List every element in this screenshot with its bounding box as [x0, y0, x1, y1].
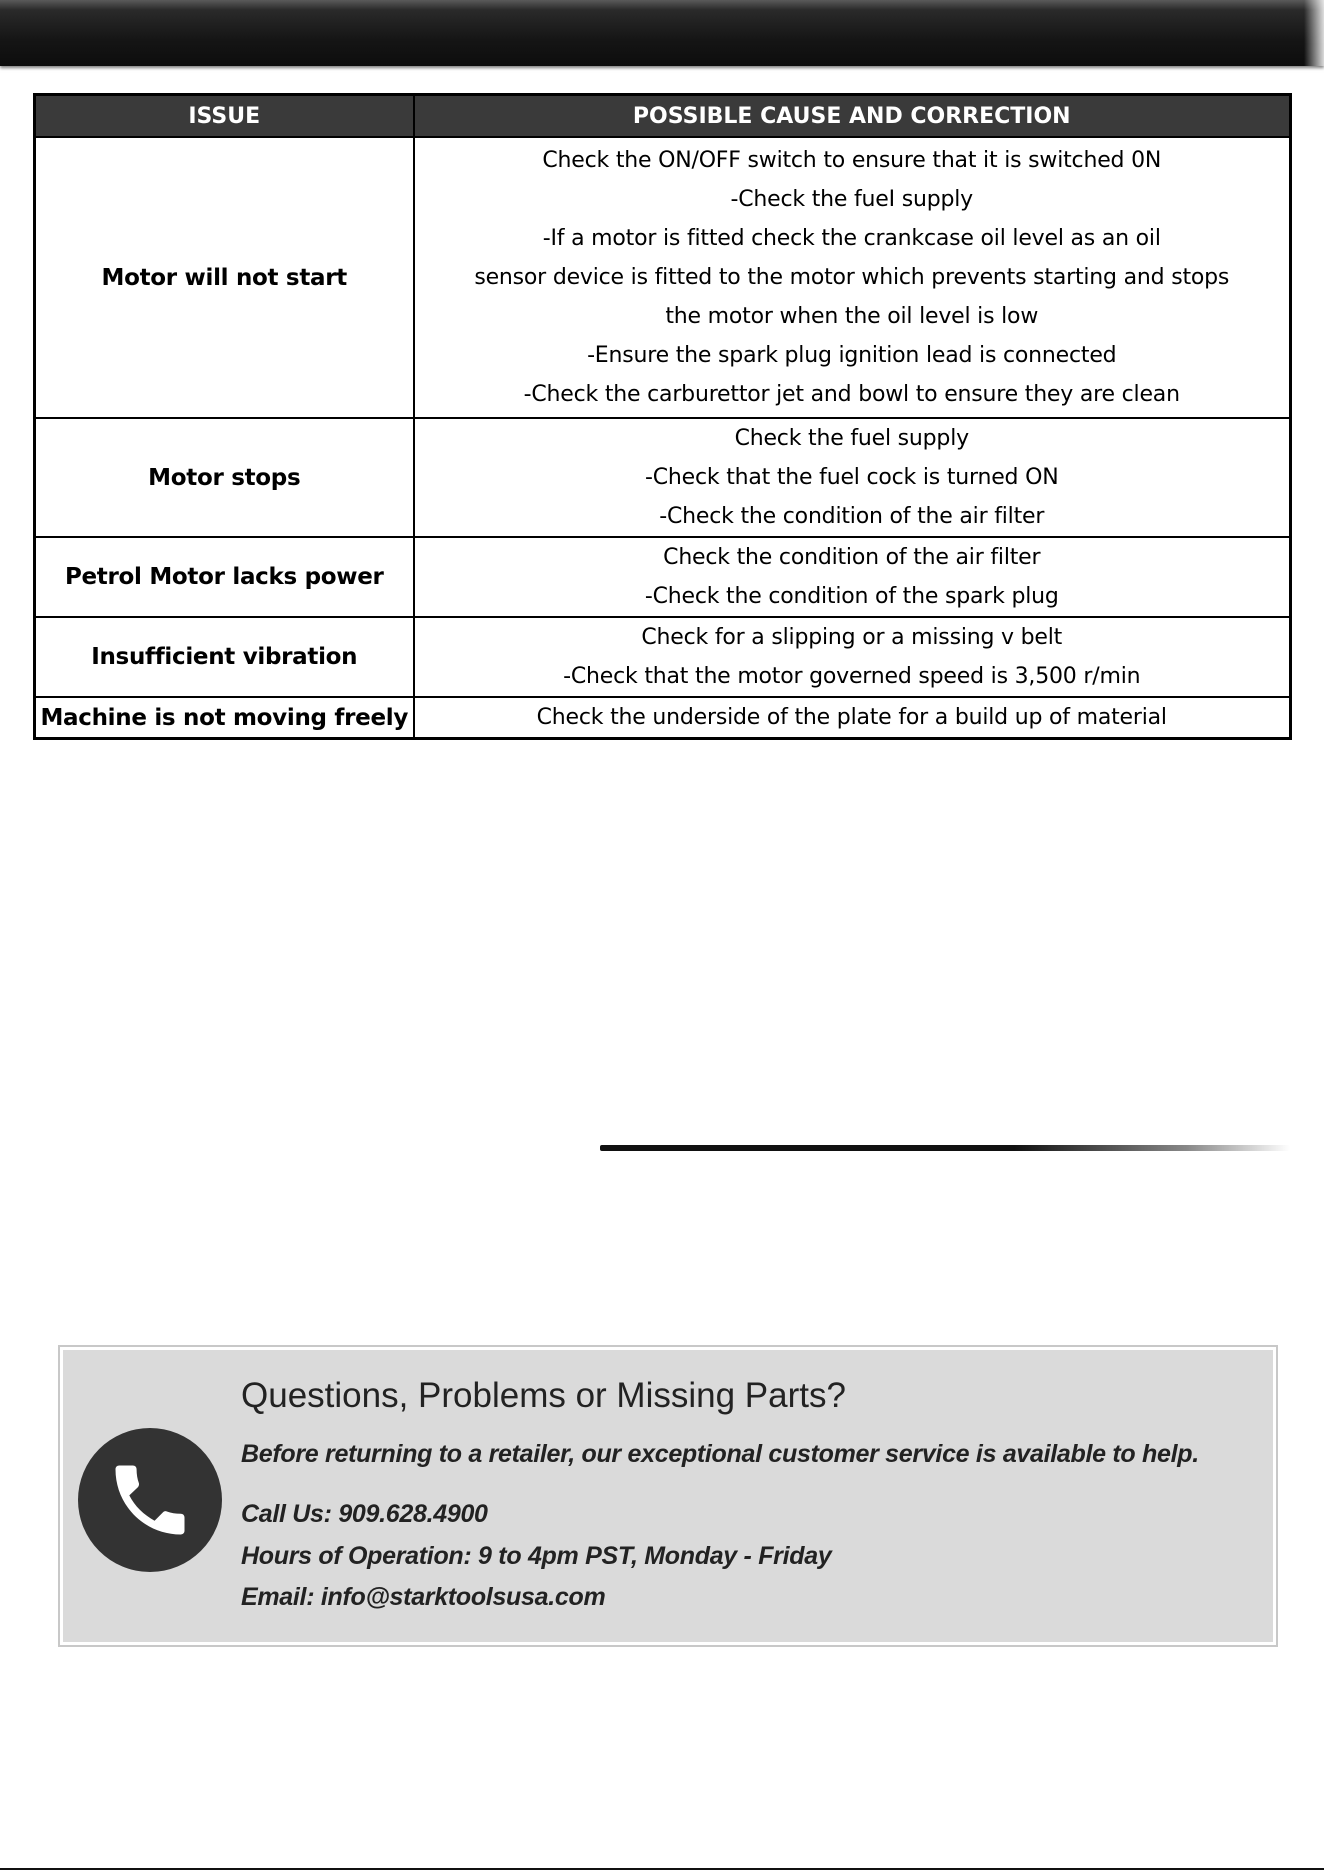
support-email: Email: info@starktoolsusa.com	[241, 1583, 606, 1611]
column-header-cause: POSSIBLE CAUSE AND CORRECTION	[414, 95, 1291, 138]
table-row	[35, 617, 1291, 697]
issue-cell: Insufficient vibration	[35, 617, 414, 697]
cause-line: -Ensure the spark plug ignition lead is connected	[587, 343, 1117, 368]
table-header-row	[35, 95, 1291, 138]
issue-cell: Machine is not moving freely	[35, 697, 414, 739]
support-hours: Hours of Operation: 9 to 4pm PST, Monday - Friday	[241, 1542, 832, 1570]
cause-line: -Check the condition of the air filter	[659, 504, 1045, 529]
cause-line: Check for a slipping or a missing v belt	[641, 625, 1063, 650]
table-row	[35, 137, 1291, 418]
issue-cell: Motor stops	[35, 418, 414, 537]
cause-line: -Check the fueI supply	[730, 187, 973, 212]
table-row	[35, 418, 1291, 537]
cause-cell	[414, 537, 1291, 617]
top-header-band	[0, 0, 1324, 66]
cause-line: -Check that the motor governed speed is 3,500 r/min	[563, 664, 1141, 689]
cause-cell	[414, 418, 1291, 537]
cause-line: Check the condition of the air filter	[663, 545, 1041, 570]
cause-line: -If a motor is fitted check the crankcase oil level as an oil	[542, 226, 1161, 251]
column-header-issue: ISSUE	[35, 95, 414, 138]
cause-line: Check the ON/OFF switch to ensure that it is switched 0N	[542, 148, 1162, 173]
table-row	[35, 537, 1291, 617]
phone-icon-glyph	[104, 1454, 196, 1546]
cause-line: -Check the carburettor jet and bowl to ensure they are clean	[523, 382, 1180, 407]
cause-line: sensor device is fitted to the motor which prevents starting and stops	[474, 265, 1230, 290]
cause-line: -Check the condition of the spark plug	[644, 584, 1059, 609]
cause-cell	[414, 697, 1291, 739]
separator-line	[600, 1145, 1290, 1151]
support-phone: Call Us: 909.628.4900	[241, 1500, 488, 1528]
support-box	[60, 1347, 1276, 1645]
bottom-rule	[0, 1868, 1324, 1870]
cause-cell	[414, 137, 1291, 418]
cause-line: Check the fuel supply	[734, 426, 969, 451]
cause-line: -Check that the fuel cock is turned ON	[645, 465, 1059, 490]
cause-line: the motor when the oil level is low	[665, 304, 1039, 329]
support-title: Questions, Problems or Missing Parts?	[241, 1376, 846, 1415]
table-row	[35, 697, 1291, 739]
troubleshooting-table	[33, 93, 1292, 740]
support-subtitle: Before returning to a retailer, our exceptional customer service is available to help.	[241, 1440, 1199, 1468]
phone-icon	[78, 1428, 222, 1572]
cause-cell	[414, 617, 1291, 697]
cause-line: Check the underside of the plate for a build up of material	[536, 705, 1167, 730]
issue-cell: Motor will not start	[35, 137, 414, 418]
issue-cell: Petrol Motor lacks power	[35, 537, 414, 617]
